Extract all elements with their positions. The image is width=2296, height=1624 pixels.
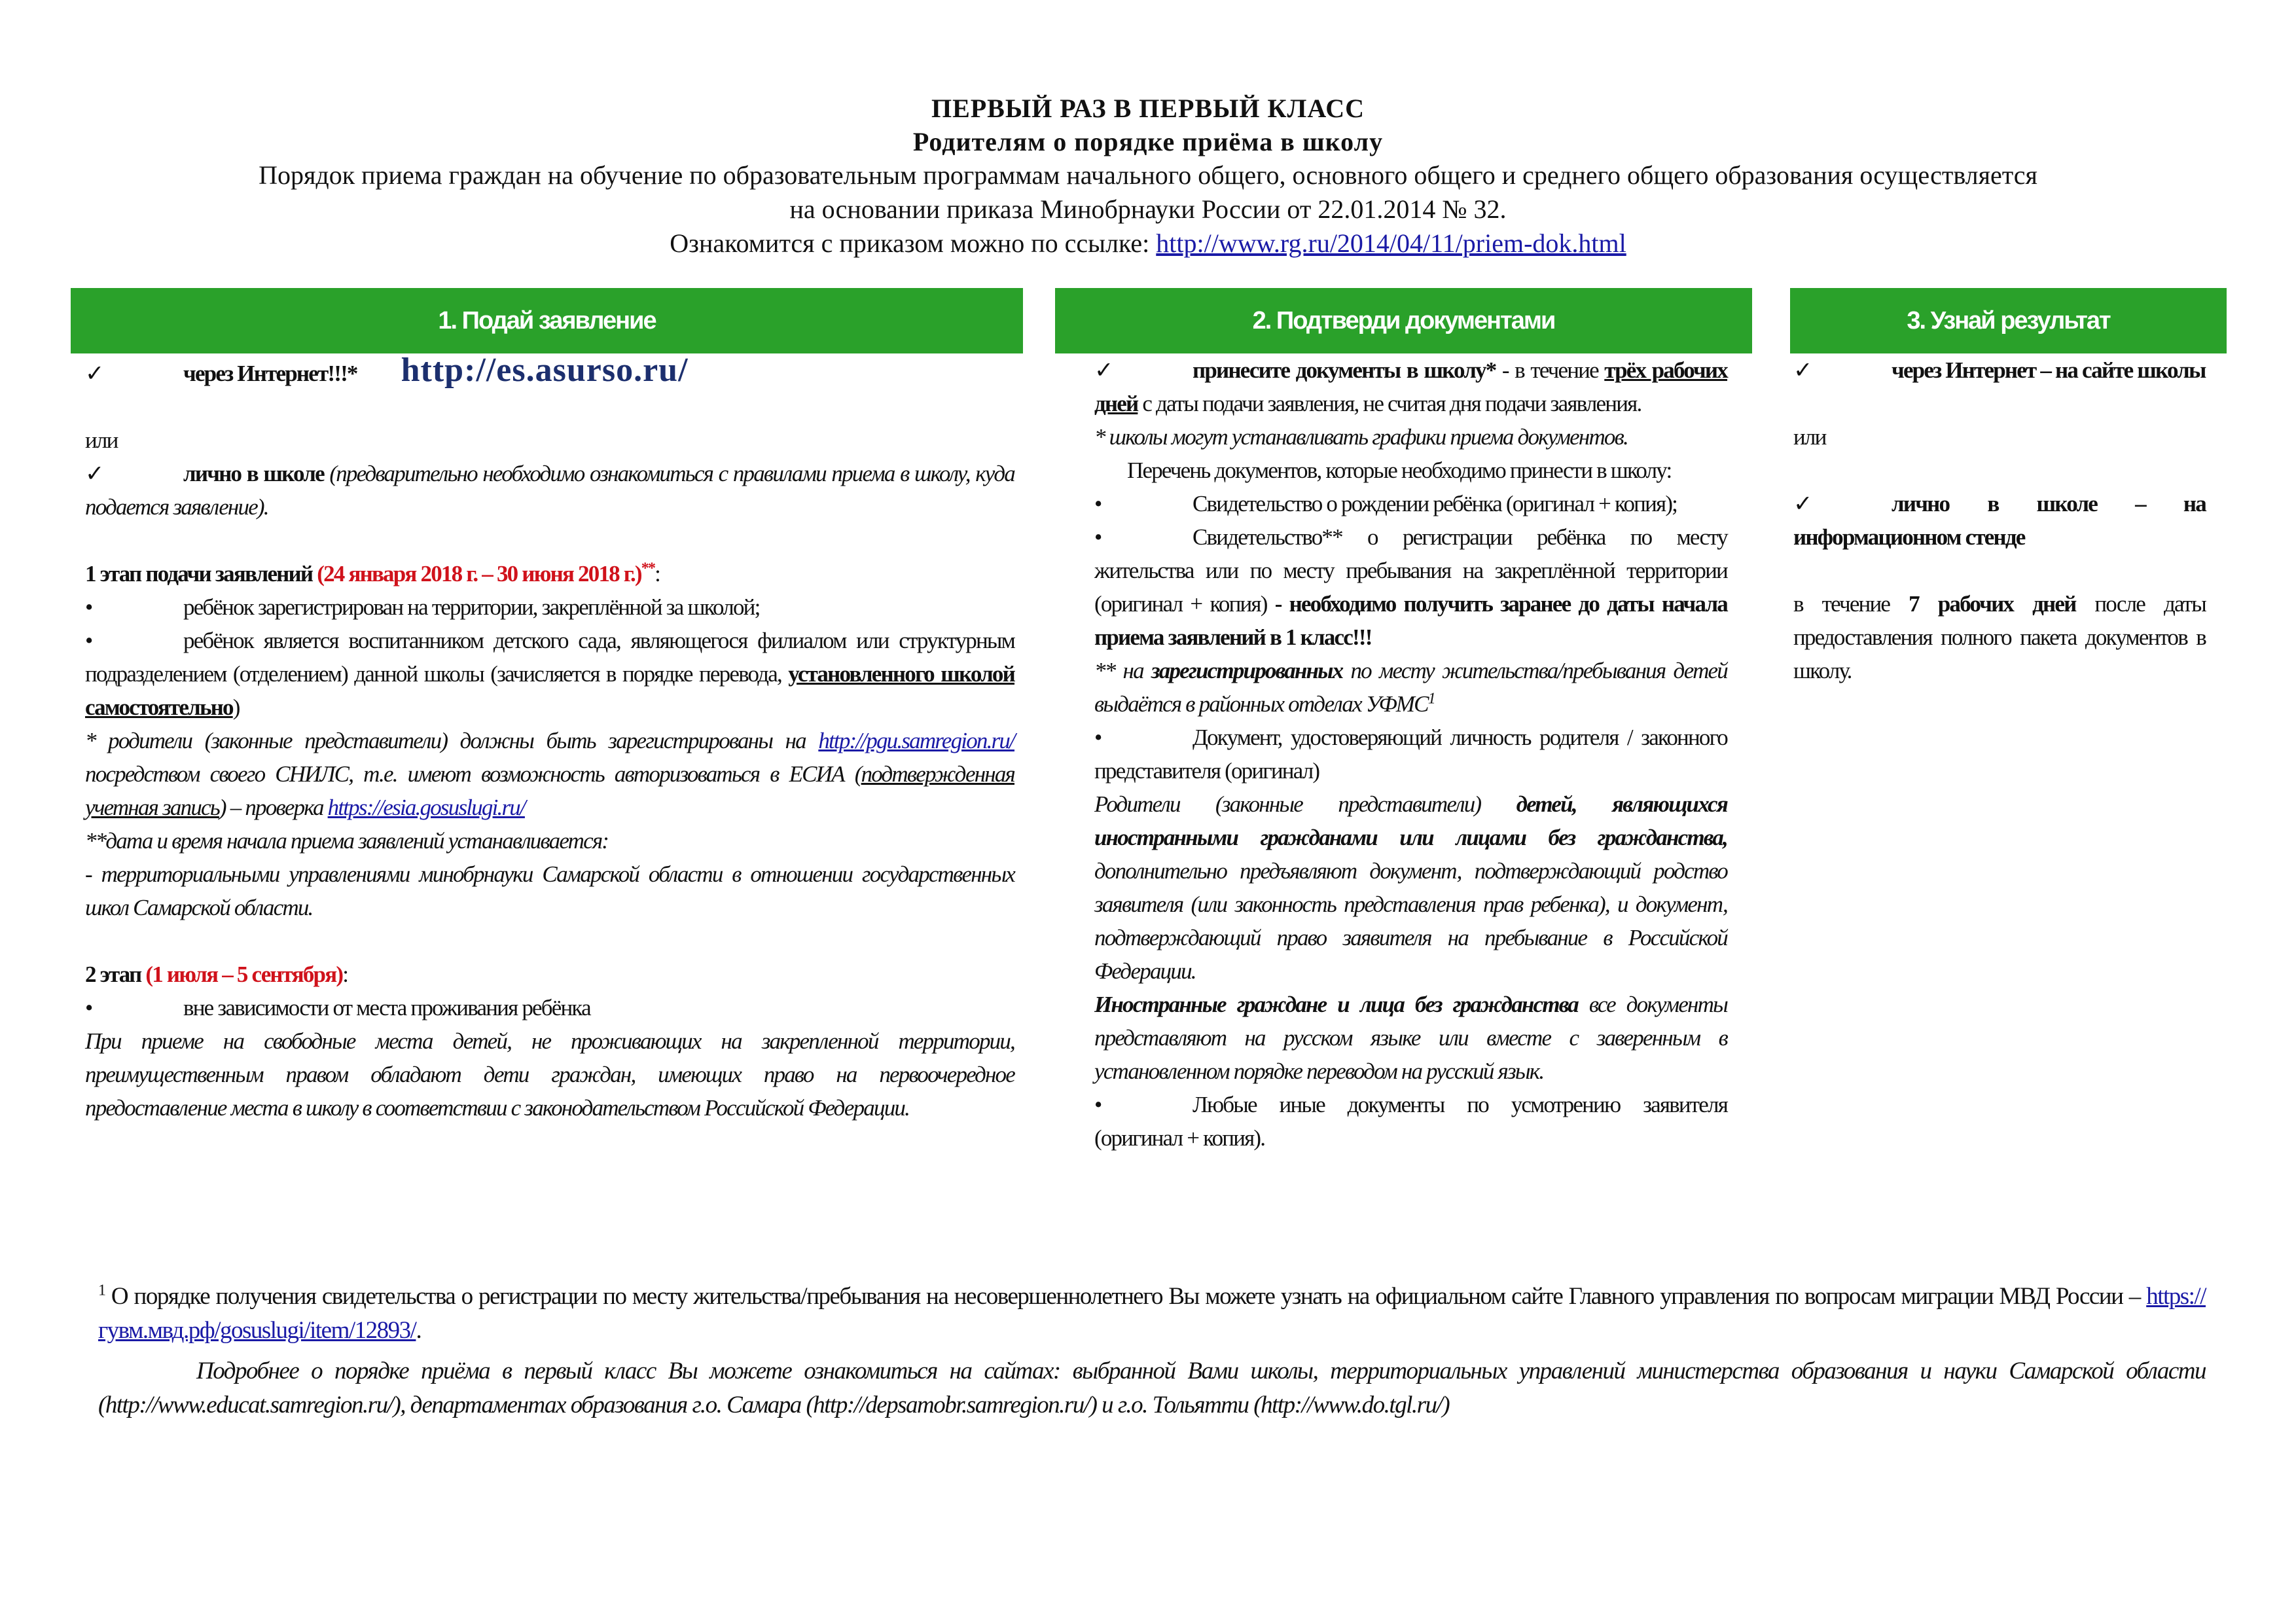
doc-other: Любые иные документы по усмотрению заявителя (оригинал + копия). — [1094, 1092, 1727, 1151]
foreign-parents-b: детей, являющихся иностранными гражданами или лицами без гражданства, — [1094, 791, 1728, 850]
bullet-icon: • — [85, 995, 92, 1020]
stage1-label: 1 этап подачи заявлений — [85, 561, 317, 586]
stage2-heading — [85, 958, 1014, 991]
ufms-note-a: ** на — [1094, 658, 1151, 683]
step2-header: 2. Подтверди документами — [1055, 288, 1752, 353]
stage1-colon: : — [655, 561, 660, 586]
check-icon: ✓ — [1094, 357, 1113, 383]
bring-documents-label: принесите документы в школу* — [1193, 357, 1496, 383]
check-icon: ✓ — [85, 461, 103, 486]
esia-link[interactable]: https://esia.gosuslugi.ru/ — [327, 795, 525, 820]
stage1-bullet-1: ребёнок зарегистрирован на территории, закреплённой за школой; — [183, 594, 760, 620]
bullet-icon: • — [85, 628, 92, 653]
more-info: Подробнее о порядке приёма в первый класс Вы можете ознакомиться на сайтах: выбранной Вами школы, территориальных управлений министерства образования и науки Самарской области (http://www.educat.samregion.ru/), департаментах образования г.о. Самара (http://depsamobr.samregion.ru/) и г.о. Тольятти (http://www.do.tgl.ru/) — [98, 1358, 2206, 1418]
result-timing — [1793, 587, 2206, 687]
internet-label: через Интернет!!!* — [183, 361, 357, 386]
intro-line-2: на основании приказа Минобрнауки России от 22.01.2014 № 32. — [789, 194, 1507, 224]
bullet-icon: • — [1094, 524, 1102, 550]
guvm-link[interactable]: https://гувм.мвд.рф/gosuslugi/item/12893/ — [98, 1283, 2206, 1344]
bring-documents-c: с даты подачи заявления, не считая дня подачи заявления. — [1138, 391, 1641, 416]
foreign-citizens-c: все документы представляют на русском языке или вместе с заверенным в установленном порядке переводом на русский язык. — [1094, 992, 1728, 1084]
check-icon: ✓ — [1793, 357, 1812, 383]
list-item — [85, 991, 1014, 1024]
doc-registration: Свидетельство** о регистрации ребёнка по месту жительства или по месту пребывания на закреплённой территории (оригинал + копия) — [1094, 524, 1727, 617]
school-option — [85, 457, 1014, 524]
doc-parent-id: Документ, удостоверяющий личность родителя / законного представителя (оригинал) — [1094, 725, 1727, 784]
intro-link-prefix: Ознакомится с приказом можно по ссылке: — [670, 228, 1157, 258]
bullet-icon: • — [1094, 1092, 1102, 1117]
territorial-note: - территориальными управлениями минобрнауки Самарской области в отношении государственных школ Самарской области. — [85, 861, 1014, 920]
school-note: (предварительно необходимо ознакомиться с правилами приема в школу, куда подается заявление). — [85, 461, 1015, 520]
stage2-colon: : — [342, 962, 348, 987]
registration-note-underlined: подтвержденная учетная запись — [85, 761, 1014, 820]
internet-option — [85, 353, 1014, 390]
step2-column — [1094, 353, 1727, 1155]
asurso-link[interactable]: http://es.asurso.ru/ — [401, 352, 689, 389]
footnote — [98, 1280, 2206, 1348]
result-school — [1793, 487, 2206, 554]
doc-birth-certificate: Свидетельство о рождении ребёнка (оригинал + копия); — [1193, 491, 1677, 516]
priority-note: При приеме на свободные места детей, не проживающих на закрепленной территории, преимущественным правом обладают дети граждан, имеющих право на первоочередное предоставление места в школу в соответствии с законодательством Российской Федерации. — [85, 1028, 1014, 1121]
page-title: ПЕРВЫЙ РАЗ В ПЕРВЫЙ КЛАСС — [931, 94, 1365, 123]
stage1-bullet-2-end: ) — [232, 695, 240, 720]
schedule-note: * школы могут устанавливать графики приема документов. — [1094, 424, 1628, 450]
stage1-bullet-2: ребёнок является воспитанником детского сада, являющегося филиалом или структурным подразделением (отделением) данной школы (зачисляется в порядке перевода, — [85, 628, 1014, 687]
bullet-icon: • — [1094, 725, 1102, 750]
ufms-note-c: по месту жительства/пребывания детей выдаётся в районных отделах УФМС — [1094, 658, 1727, 717]
step3-header: 3. Узнай результат — [1790, 288, 2227, 353]
stage1-mark: ** — [641, 560, 655, 577]
bring-documents — [1094, 353, 1727, 420]
list-item — [1094, 721, 1727, 787]
or-label: или — [85, 427, 118, 453]
stage2-bullet: вне зависимости от места проживания ребёнка — [183, 995, 590, 1020]
list-item — [1094, 1088, 1727, 1155]
result-internet — [1793, 353, 2206, 387]
check-icon: ✓ — [1793, 491, 1812, 516]
registration-note — [85, 724, 1014, 824]
step1-header: 1. Подай заявление — [71, 288, 1023, 353]
three-days: трёх рабочих дней — [1094, 357, 1728, 416]
registration-note-b: посредством своего СНИЛС, т.е. имеют возможность авторизоваться в ЕСИА ( — [85, 761, 861, 787]
foreign-parents-a: Родители (законные представители) — [1094, 791, 1516, 817]
step1-column — [85, 353, 1014, 1125]
foreign-citizens-b: Иностранные граждане и лица без гражданства — [1094, 992, 1579, 1017]
order-link[interactable]: http://www.rg.ru/2014/04/11/priem-dok.html — [1156, 228, 1626, 258]
stage2-label: 2 этап — [85, 962, 146, 987]
result-timing-c: после даты предоставления полного пакета документов в школу. — [1793, 591, 2206, 683]
footer — [98, 1280, 2206, 1422]
bring-documents-a: - в течение — [1496, 357, 1605, 383]
intro-line-3 — [0, 226, 2296, 261]
stage1-dates: (24 января 2018 г. – 30 июня 2018 г.) — [317, 561, 641, 586]
stage2-dates: (1 июля – 5 сентября) — [145, 962, 343, 987]
list-item — [85, 590, 1014, 624]
step3-column — [1793, 353, 2206, 687]
ufms-note — [1094, 654, 1727, 721]
foreign-parents-note — [1094, 787, 1727, 988]
bullet-icon: • — [1094, 491, 1102, 516]
doc-registration-warning: - необходимо получить заранее до даты начала приема заявлений в 1 класс!!! — [1094, 591, 1727, 650]
page-header — [0, 92, 2296, 261]
footnote-dot: . — [416, 1317, 422, 1344]
result-timing-a: в течение — [1793, 591, 1909, 617]
registration-note-c: ) – проверка — [219, 795, 328, 820]
pgu-link[interactable]: http://pgu.samregion.ru/ — [818, 728, 1014, 753]
or-label: или — [1793, 424, 1826, 450]
foreign-parents-c: дополнительно предъявляют документ, подтверждающий родство заявителя (или законность представления прав ребенка), и документ, подтверждающий право заявителя на пребывание в Российской Федерации. — [1094, 858, 1727, 984]
date-note: **дата и время начала приема заявлений устанавливается: — [85, 828, 609, 854]
result-school-label: лично в школе – на информационном стенде — [1793, 491, 2206, 550]
school-label: лично в школе — [183, 461, 324, 486]
result-timing-days: 7 рабочих дней — [1909, 591, 2076, 617]
stage1-heading — [85, 557, 1014, 590]
check-icon: ✓ — [85, 361, 103, 386]
bullet-icon: • — [85, 594, 92, 620]
list-item — [1094, 520, 1727, 654]
intro-line-1: Порядок приема граждан на обучение по образовательным программам начального общего, основного общего и среднего общего образования осуществляется — [259, 160, 2037, 190]
registration-note-a: * родители (законные представители) должны быть зарегистрированы на — [85, 728, 819, 753]
footnote-text: О порядке получения свидетельства о регистрации по месту жительства/пребывания на несовершеннолетнего Вы можете узнать на официальном сайте Главного управления по вопросам миграции МВД России – — [105, 1283, 2147, 1310]
ufms-note-b: зарегистрированных — [1151, 658, 1343, 683]
documents-list-intro: Перечень документов, которые необходимо принести в школу: — [1127, 458, 1672, 483]
list-item — [1094, 487, 1727, 520]
ufms-note-sup: 1 — [1427, 690, 1435, 708]
foreign-citizens-note — [1094, 988, 1727, 1088]
list-item — [85, 624, 1014, 724]
page-subtitle: Родителям о порядке приёма в школу — [912, 127, 1384, 156]
result-internet-label: через Интернет – на сайте школы — [1892, 357, 2206, 383]
stage1-bullet-2-underlined: установленного школой самостоятельно — [85, 661, 1014, 720]
footnote-sup: 1 — [98, 1282, 105, 1299]
